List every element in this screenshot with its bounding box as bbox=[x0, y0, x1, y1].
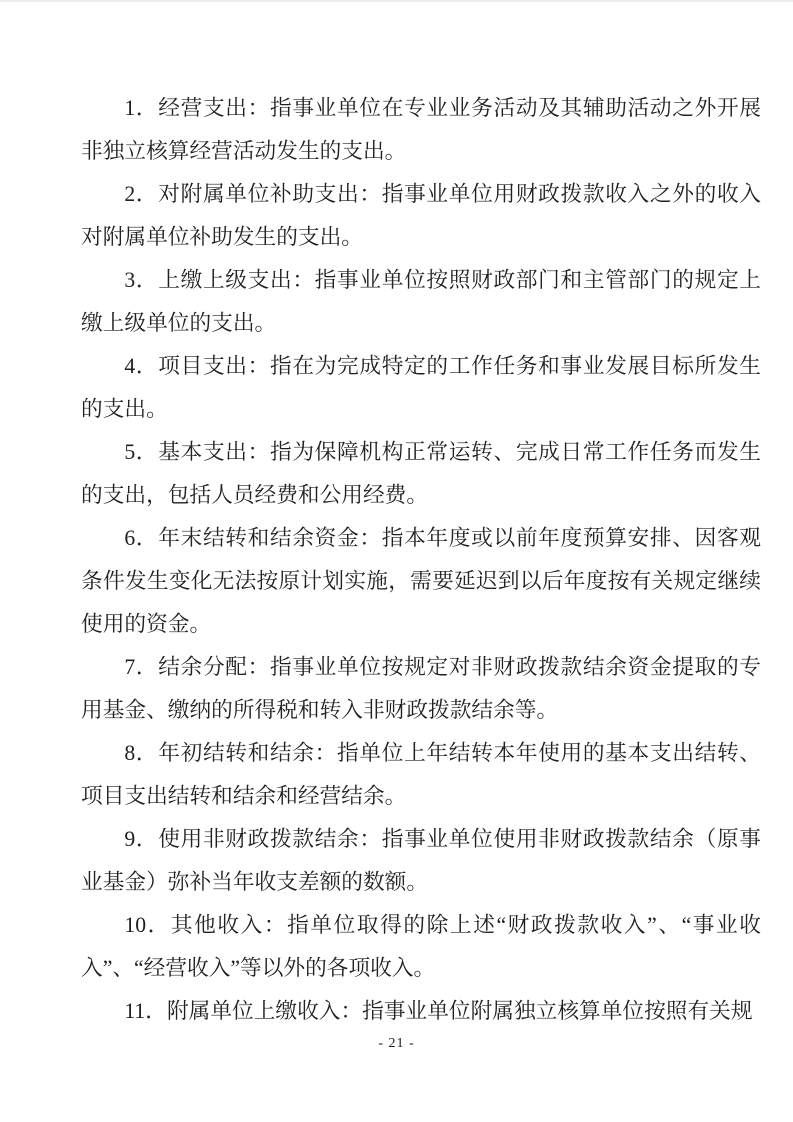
definition-item-5: 5．基本支出：指为保障机构正常运转、完成日常工作任务而发生的支出，包括人员经费和公用经费。 bbox=[81, 440, 761, 507]
definition-item-4: 4．项目支出：指在为完成特定的工作任务和事业发展目标所发生的支出。 bbox=[81, 354, 761, 421]
definition-item-1: 1．经营支出：指事业单位在专业业务活动及其辅助活动之外开展非独立核算经营活动发生的支出。 bbox=[81, 96, 761, 163]
definition-item-7: 7．结余分配：指事业单位按规定对非财政拨款结余资金提取的专用基金、缴纳的所得税和转入非财政拨款结余等。 bbox=[81, 655, 761, 722]
page-top-edge bbox=[0, 0, 793, 2]
definition-item-11: 11．附属单位上缴收入：指事业单位附属独立核算单位按照有关规 bbox=[124, 999, 753, 1023]
page-footer bbox=[0, 1036, 793, 1052]
definition-item-8: 8．年初结转和结余：指单位上年结转本年使用的基本支出结转、项目支出结转和结余和经营结余。 bbox=[81, 741, 761, 808]
definition-item-2: 2．对附属单位补助支出：指事业单位用财政拨款收入之外的收入对附属单位补助发生的支出。 bbox=[81, 182, 761, 249]
page-number: - 21 - bbox=[378, 1036, 415, 1051]
definition-item-6: 6．年末结转和结余资金：指本年度或以前年度预算安排、因客观条件发生变化无法按原计划实施，需要延迟到以后年度按有关规定继续使用的资金。 bbox=[81, 526, 761, 636]
definition-item-3: 3．上缴上级支出：指事业单位按照财政部门和主管部门的规定上缴上级单位的支出。 bbox=[81, 268, 761, 335]
document-body bbox=[81, 87, 761, 1033]
definition-item-10: 10．其他收入：指单位取得的除上述“财政拨款收入”、“事业收入”、“经营收入”等以外的各项收入。 bbox=[81, 913, 761, 980]
definition-item-9: 9．使用非财政拨款结余：指事业单位使用非财政拨款结余（原事业基金）弥补当年收支差额的数额。 bbox=[81, 827, 761, 894]
